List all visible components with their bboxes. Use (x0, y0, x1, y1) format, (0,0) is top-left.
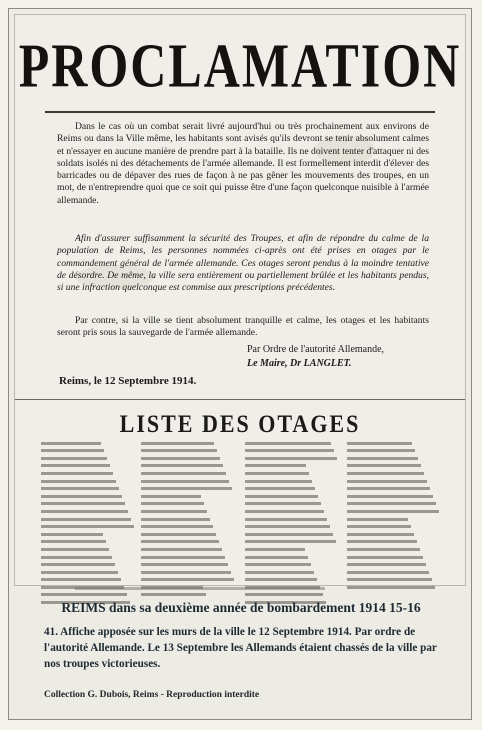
hostage-name-line (245, 548, 305, 551)
hostage-name-line (41, 487, 119, 490)
hostage-name-line (347, 442, 412, 445)
hostage-name-line (245, 510, 324, 513)
hostage-list-title: LISTE DES OTAGES (119, 409, 361, 438)
hostage-name-line (347, 457, 418, 460)
hostage-name-line (347, 556, 423, 559)
hostage-name-line (245, 442, 331, 445)
hostage-name-line (347, 472, 424, 475)
hostage-name-line (245, 495, 318, 498)
hostage-name-line (141, 571, 231, 574)
hostage-name-line (347, 548, 420, 551)
hostage-name-line (141, 464, 223, 467)
poster-title: PROCLAMATION (18, 30, 462, 101)
hostage-name-line (141, 442, 214, 445)
hostage-name-line (41, 571, 118, 574)
hostage-name-line (245, 472, 309, 475)
hostage-name-line (41, 525, 134, 528)
hostage-name-line (41, 480, 116, 483)
hostage-name-line (41, 464, 110, 467)
hostage-name-line (41, 593, 127, 596)
hostage-name-line (141, 502, 204, 505)
hostage-name-line (141, 578, 234, 581)
hostage-name-line (245, 487, 315, 490)
hostage-name-line (141, 518, 210, 521)
hostage-name-line (141, 495, 201, 498)
hostage-column-3 (245, 437, 339, 609)
hostage-column-4 (347, 437, 441, 593)
hostage-name-line (141, 449, 217, 452)
caption-text (44, 624, 444, 672)
hostage-name-line (41, 495, 122, 498)
hostage-name-line (41, 556, 112, 559)
hostage-name-line (347, 533, 414, 536)
hostage-name-line (141, 540, 219, 543)
hostage-column-1 (41, 437, 135, 609)
caption-number: 41. (44, 626, 58, 638)
collection-credit: Collection G. Dubois, Reims - Reproduction interdite (44, 690, 260, 700)
hostage-name-line (41, 472, 113, 475)
hostage-name-line (347, 586, 435, 589)
hostage-name-line (41, 449, 104, 452)
title-rule (45, 111, 435, 113)
hostage-name-line (41, 457, 107, 460)
hostage-name-line (41, 548, 109, 551)
caption-heading: REIMS dans sa deuxième année de bombardement 1914 15-16 (61, 600, 421, 615)
hostage-name-line (141, 480, 229, 483)
hostage-name-line (41, 502, 125, 505)
hostage-name-line (347, 525, 411, 528)
poster-date: Reims, le 12 Septembre 1914. (59, 375, 197, 387)
hostage-name-line (347, 510, 439, 513)
hostage-name-line (245, 578, 317, 581)
paragraph-2: Afin d'assurer suffisamment la sécurité des Troupes, et afin de répondre du calme de la population de Reims, les personnes nommées ci-après ont été prises en otages par le commandement général de l'armée allemande. Ces otages seront pendus à la moindre tentative de désordre. De même, la ville sera entièrement ou partiellement brûlée et les habitants pendus, si une infraction quelconque est commise aux prescriptions précédentes. (57, 233, 429, 294)
hostage-list (41, 437, 441, 585)
hostage-name-line (141, 472, 226, 475)
hostage-name-line (41, 578, 121, 581)
hostage-name-line (245, 518, 327, 521)
hostage-name-line (245, 449, 334, 452)
hostage-name-line (245, 533, 333, 536)
hostage-name-line (347, 563, 426, 566)
hostage-name-line (41, 540, 106, 543)
hostage-name-line (141, 487, 232, 490)
hostage-name-line (41, 563, 115, 566)
hostage-name-line (141, 556, 225, 559)
proclamation-poster (14, 14, 466, 586)
paragraph-1: Dans le cas où un combat serait livré aujourd'hui ou très prochainement aux environs de Reims ou dans la Ville même, les habitants sont avisés qu'ils devront se tenir absolument calmes et n'essayer en aucune manière de prendre part à la bataille. Ils ne doivent tenter d'attaquer ni des soldats isolés ni des détachements de l'armée allemande. Il est formellement interdit d'élever des barricades ou de dépaver des rues de façon à ne pas gêner les mouvements des troupes, en un mot, de n'entreprendre quoi que ce soit qui puisse être d'une façon quelconque nuisible à l'armée allemande. (57, 121, 429, 206)
hostage-name-line (245, 556, 308, 559)
hostage-name-line (347, 464, 421, 467)
hostage-name-line (245, 457, 337, 460)
caption-body: Affiche apposée sur les murs de la ville le 12 Septembre 1914. Par ordre de l'autorité Allemande. Le 13 Septembre les Allemands étaient chassés de la ville par nos troupes victorieuses. (44, 626, 437, 670)
hostage-name-line (41, 518, 131, 521)
hostage-name-line (347, 502, 436, 505)
order-line: Par Ordre de l'autorité Allemande, (247, 344, 385, 355)
hostage-name-line (41, 510, 128, 513)
hostage-name-line (141, 510, 207, 513)
hostage-name-line (347, 578, 432, 581)
paragraph-3: Par contre, si la ville se tient absolument tranquille et calme, les otages et les habitants seront pris sous la sauvegarde de l'armée allemande. (57, 315, 429, 339)
hostage-name-line (347, 540, 417, 543)
hostage-name-line (245, 464, 306, 467)
hostage-name-line (141, 457, 220, 460)
hostage-name-line (347, 571, 429, 574)
hostage-name-line (347, 495, 433, 498)
hostage-name-line (41, 442, 101, 445)
hostage-name-line (141, 563, 228, 566)
hostage-name-line (141, 593, 206, 596)
hostage-name-line (245, 525, 330, 528)
hostage-name-line (245, 563, 311, 566)
hostage-name-line (245, 540, 336, 543)
mayor-signature: Le Maire, Dr LANGLET. (247, 358, 352, 369)
printer-imprint (75, 587, 325, 590)
hostage-name-line (245, 593, 323, 596)
section-divider (15, 399, 465, 400)
hostage-name-line (41, 533, 103, 536)
hostage-name-line (347, 480, 427, 483)
hostage-name-line (347, 518, 408, 521)
hostage-name-line (245, 502, 321, 505)
hostage-name-line (141, 548, 222, 551)
hostage-name-line (347, 449, 415, 452)
hostage-name-line (245, 571, 314, 574)
hostage-column-2 (141, 437, 235, 601)
hostage-name-line (347, 487, 430, 490)
hostage-name-line (141, 533, 216, 536)
hostage-name-line (245, 480, 312, 483)
hostage-name-line (141, 525, 213, 528)
